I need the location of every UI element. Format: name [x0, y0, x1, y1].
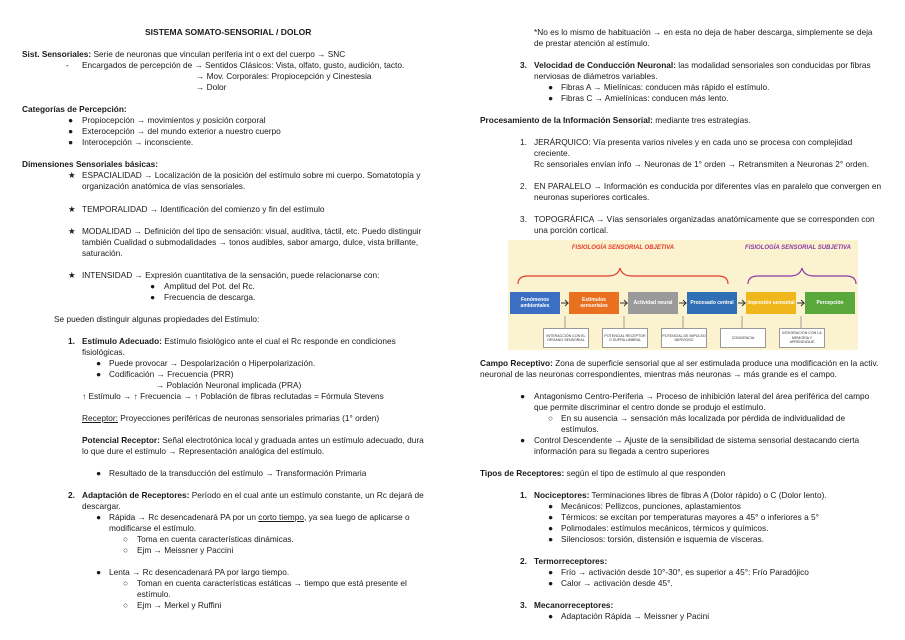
bullet-icon: ●	[548, 534, 554, 544]
bullet-icon: ●	[96, 468, 102, 478]
noci-item: Térmicos: se excitan por temperaturas mayores a 45° o inferiores a 5°	[561, 512, 819, 522]
fibra-item: Fibras C → Amielínicas: conducen más lento.	[561, 93, 729, 103]
habituacion-note: *No es lo mismo de habituación → en esta no deja de haber descarga, simplemente se deja de prestar atención al estímulo.	[534, 27, 873, 48]
mecano-item: Adaptación Rápida → Meissner y Pacini	[561, 611, 710, 621]
bullet-icon: ●	[96, 512, 102, 522]
modalidad-text: MODALIDAD → Definición del tipo de sensación: visual, auditiva, táctil, etc. Puedo distinguir también Cualidad o submodalidades → tonos audibles, sabor amargo, dulce, vista brillante, saturación.	[82, 226, 422, 258]
substep-box: POTENCIAL DE IMPULSO NERVIOSO	[661, 328, 707, 348]
intensidad-text: INTENSIDAD → Expresión cuantitativa de la sensación, puede relacionarse con:	[82, 270, 380, 280]
poblacion-text: → Población Neuronal implicada (PRA)	[156, 380, 302, 390]
encargados-text: Encargados de percepción de → Sentidos Clásicos: Vista, olfato, gusto, audición, tacto.	[82, 60, 405, 70]
list-number: 3.	[520, 600, 527, 610]
bullet-icon: ●	[68, 115, 74, 125]
substep-box: CONCIENCIA	[720, 328, 766, 348]
noci-item: Silenciosos: torsión, distensión e isquemia de vísceras.	[561, 534, 764, 544]
control-descendente: Control Descendente → Ajuste de la sensibilidad de sistema sensorial destacando cierta información para su llegada a centro superiores	[534, 435, 860, 456]
categoria-item: Interocepción → inconsciente.	[82, 137, 194, 147]
bullet-icon: ●	[68, 137, 74, 147]
fibra-item: Fibras A → Mielínicas: conducen más rápido el estímulo.	[561, 82, 770, 92]
bullet-icon: ●	[548, 93, 554, 103]
bullet-icon: ●	[96, 567, 102, 577]
star-icon: ★	[68, 270, 76, 280]
list-number: 3.	[520, 214, 527, 224]
star-icon: ★	[68, 226, 76, 236]
termo-item: Calor → activación desde 45°.	[561, 578, 673, 588]
sist-sensoriales-line	[22, 49, 345, 60]
antagonismo-sub: En su ausencia → sensación más localizada por pérdida de individualidad de estímulos.	[561, 413, 846, 434]
header-subjetiva: FISIOLOGÍA SENSORIAL SUBJETIVA	[745, 245, 851, 251]
resultado-text: Resultado de la transducción del estímulo → Transformación Primaria	[109, 468, 367, 478]
circle-bullet-icon: ○	[123, 578, 129, 588]
jerarquico-text2: Rc sensoriales envían info → Neuronas de 1° orden → Retransmiten a Neuronas 2° orden.	[534, 159, 870, 169]
adaptacion-receptores: Adaptación de Receptores: Período en el cual ante un estímulo constante, un Rc dejará de descargar.	[82, 490, 424, 511]
list-number: 2.	[68, 490, 75, 500]
bullet-icon: ●	[150, 292, 156, 302]
propiedades-text: Se pueden distinguir algunas propiedades del Estímulo:	[54, 314, 260, 324]
tipos-heading: Tipos de Receptores: según el tipo de estímulo al que responden	[480, 468, 726, 478]
sensory-physiology-diagram	[508, 240, 858, 350]
potencial-receptor: Potencial Receptor: Señal electrotónica local y graduada antes un estímulo adecuado, dura lo que dure el estímulo → Representación analógica del estímulo.	[82, 435, 424, 456]
mov-text: → Mov. Corporales: Propiocepción y Cinestesia	[196, 71, 372, 81]
noci-item: Polimodales: estímulos mecánicos, térmicos y químicos.	[561, 523, 769, 533]
campo-receptivo: Campo Receptivo: Zona de superficie sensorial que al ser estimulada produce una modificación en la activ. neuronal de las neuronas correspondientes, mientras más neuronas → más grande es el campo.	[480, 358, 879, 379]
list-number: 2.	[520, 556, 527, 566]
star-icon: ★	[68, 170, 76, 180]
bullet-icon: ●	[548, 501, 554, 511]
list-number: 1.	[520, 137, 527, 147]
paralelo-text: EN PARALELO → Información es conducida por diferentes vías en paralelo que convergen en neuronas superiores corticales.	[534, 181, 882, 202]
substep-box: INTERACCIÓN CON EL ÓRGANO SENSORIAL	[543, 328, 589, 348]
list-number: 1.	[68, 336, 75, 346]
list-number: 2.	[520, 181, 527, 191]
dolor-text: → Dolor	[196, 82, 227, 92]
intensidad-item: Amplitud del Pot. del Rc.	[164, 281, 255, 291]
lenta-sub: Ejm → Merkel y Ruffini	[137, 600, 222, 610]
categoria-item: Propiocepción → movimientos y posición corporal	[82, 115, 266, 125]
stage-box: Fenómenos ambientales	[510, 292, 560, 314]
bullet-icon: ●	[96, 369, 102, 379]
stage-box: Percepción	[805, 292, 855, 314]
rapida-text: Rápida → Rc desencadenará PA por un corto tiempo, ya sea luego de aplicarse o modificarse el estímulo.	[109, 512, 410, 533]
list-number: 3.	[520, 60, 527, 70]
intensidad-item: Frecuencia de descarga.	[164, 292, 256, 302]
stevens-formula: ↑ Estímulo → ↑ Frecuencia → ↑ Población de fibras reclutadas = Fórmula Stevens	[82, 391, 384, 401]
lenta-text: Lenta → Rc desencadenará PA por largo tiempo.	[109, 567, 290, 577]
dash-marker: -	[66, 60, 69, 70]
nociceptores: Nociceptores: Terminaciones libres de fibras A (Dolor rápido) o C (Dolor lento).	[534, 490, 827, 500]
receptor-line: Receptor: Proyecciones periféricas de neuronas sensoriales primarias (1° orden)	[82, 413, 380, 423]
bullet-icon: ●	[150, 281, 156, 291]
bullet-icon: ●	[548, 611, 554, 621]
estimulo-adecuado: Estímulo Adecuado: Estímulo fisiológico ante el cual el Rc responde en condiciones fisiológicas.	[82, 336, 396, 357]
bullet-icon: ●	[68, 126, 74, 136]
substep-box: POTENCIAL RECEPTOR O SUPRA UMBRAL	[602, 328, 648, 348]
substep-box: INTEGRACIÓN CON LA MEMORIA Y APRENDIZAJE	[779, 328, 825, 348]
bullet-icon: ●	[548, 578, 554, 588]
jerarquico-text: JERÁRQUICO: Vía presenta varios niveles y en cada uno se procesa con complejidad creciente.	[534, 137, 853, 158]
star-icon: ★	[68, 204, 76, 214]
bullet-icon: ●	[548, 82, 554, 92]
antagonismo-text: Antagonismo Centro-Periferia → Proceso de inhibición lateral del área periférica del campo que permite discriminar el centro donde se produjo el estímulo.	[534, 391, 870, 412]
header-objetiva: FISIOLOGÍA SENSORIAL OBJETIVA	[571, 245, 675, 251]
temporalidad-text: TEMPORALIDAD → Identificación del comienzo y fin del estímulo	[82, 204, 325, 214]
list-number: 1.	[520, 490, 527, 500]
puede-text: Puede provocar → Despolarización o Hiperpolarización.	[109, 358, 316, 368]
rapida-sub: Ejm → Meissner y Paccini	[137, 545, 234, 555]
lenta-sub: Toman en cuenta características estáticas → tiempo que está presente el estímulo.	[137, 578, 407, 599]
circle-bullet-icon: ○	[123, 600, 129, 610]
stage-box: Impresión sensorial	[746, 292, 796, 314]
sist-text: Serie de neuronas que vinculan periferia int o ext del cuerpo → SNC	[91, 49, 346, 59]
stage-box: Actividad neural	[628, 292, 678, 314]
bullet-icon: ●	[520, 391, 526, 401]
circle-bullet-icon: ○	[123, 545, 129, 555]
bullet-icon: ●	[96, 358, 102, 368]
topografica-text: TOPOGRÁFICA → Vías sensoriales organizadas anatómicamente que se corresponden con una porción cortical.	[534, 214, 875, 235]
codificacion-text: Codificación → Frecuencia (PRR)	[109, 369, 234, 379]
bullet-icon: ●	[548, 512, 554, 522]
procesamiento-heading: Procesamiento de la Información Sensorial: mediante tres estrategias.	[480, 115, 751, 125]
page-title: SISTEMA SOMATO-SENSORIAL / DOLOR	[145, 27, 312, 37]
termo-item: Frío → activación desde 10°-30°, es superior a 45°: Frío Paradójico	[561, 567, 809, 577]
noci-item: Mecánicos: Pellizcos, punciones, aplastamientos	[561, 501, 741, 511]
categoria-item: Exterocepción → del mundo exterior a nuestro cuerpo	[82, 126, 281, 136]
categorias-heading: Categorías de Percepción:	[22, 104, 127, 114]
espacialidad-text: ESPACIALIDAD → Localización de la posición del estímulo sobre mi cuerpo. Somatotopía y organización anatómica de vías sensoriales.	[82, 170, 421, 191]
termorreceptores-heading: Termorreceptores:	[534, 556, 608, 566]
circle-bullet-icon: ○	[548, 413, 554, 423]
mecanorreceptores-heading: Mecanorreceptores:	[534, 600, 614, 610]
bullet-icon: ●	[548, 523, 554, 533]
stage-box: Estímulos sensoriales	[569, 292, 619, 314]
circle-bullet-icon: ○	[123, 534, 129, 544]
stage-box: Procesado central	[687, 292, 737, 314]
dimensiones-heading: Dimensiones Sensoriales básicas:	[22, 159, 159, 169]
bullet-icon: ●	[520, 435, 526, 445]
sist-label: Sist. Sensoriales:	[22, 49, 92, 59]
bullet-icon: ●	[548, 567, 554, 577]
rapida-sub: Toma en cuenta características dinámicas.	[137, 534, 294, 544]
velocidad-conduccion: Velocidad de Conducción Neuronal: las modalidad sensoriales son conducidas por fibras nerviosas de diámetros variables.	[534, 60, 871, 81]
